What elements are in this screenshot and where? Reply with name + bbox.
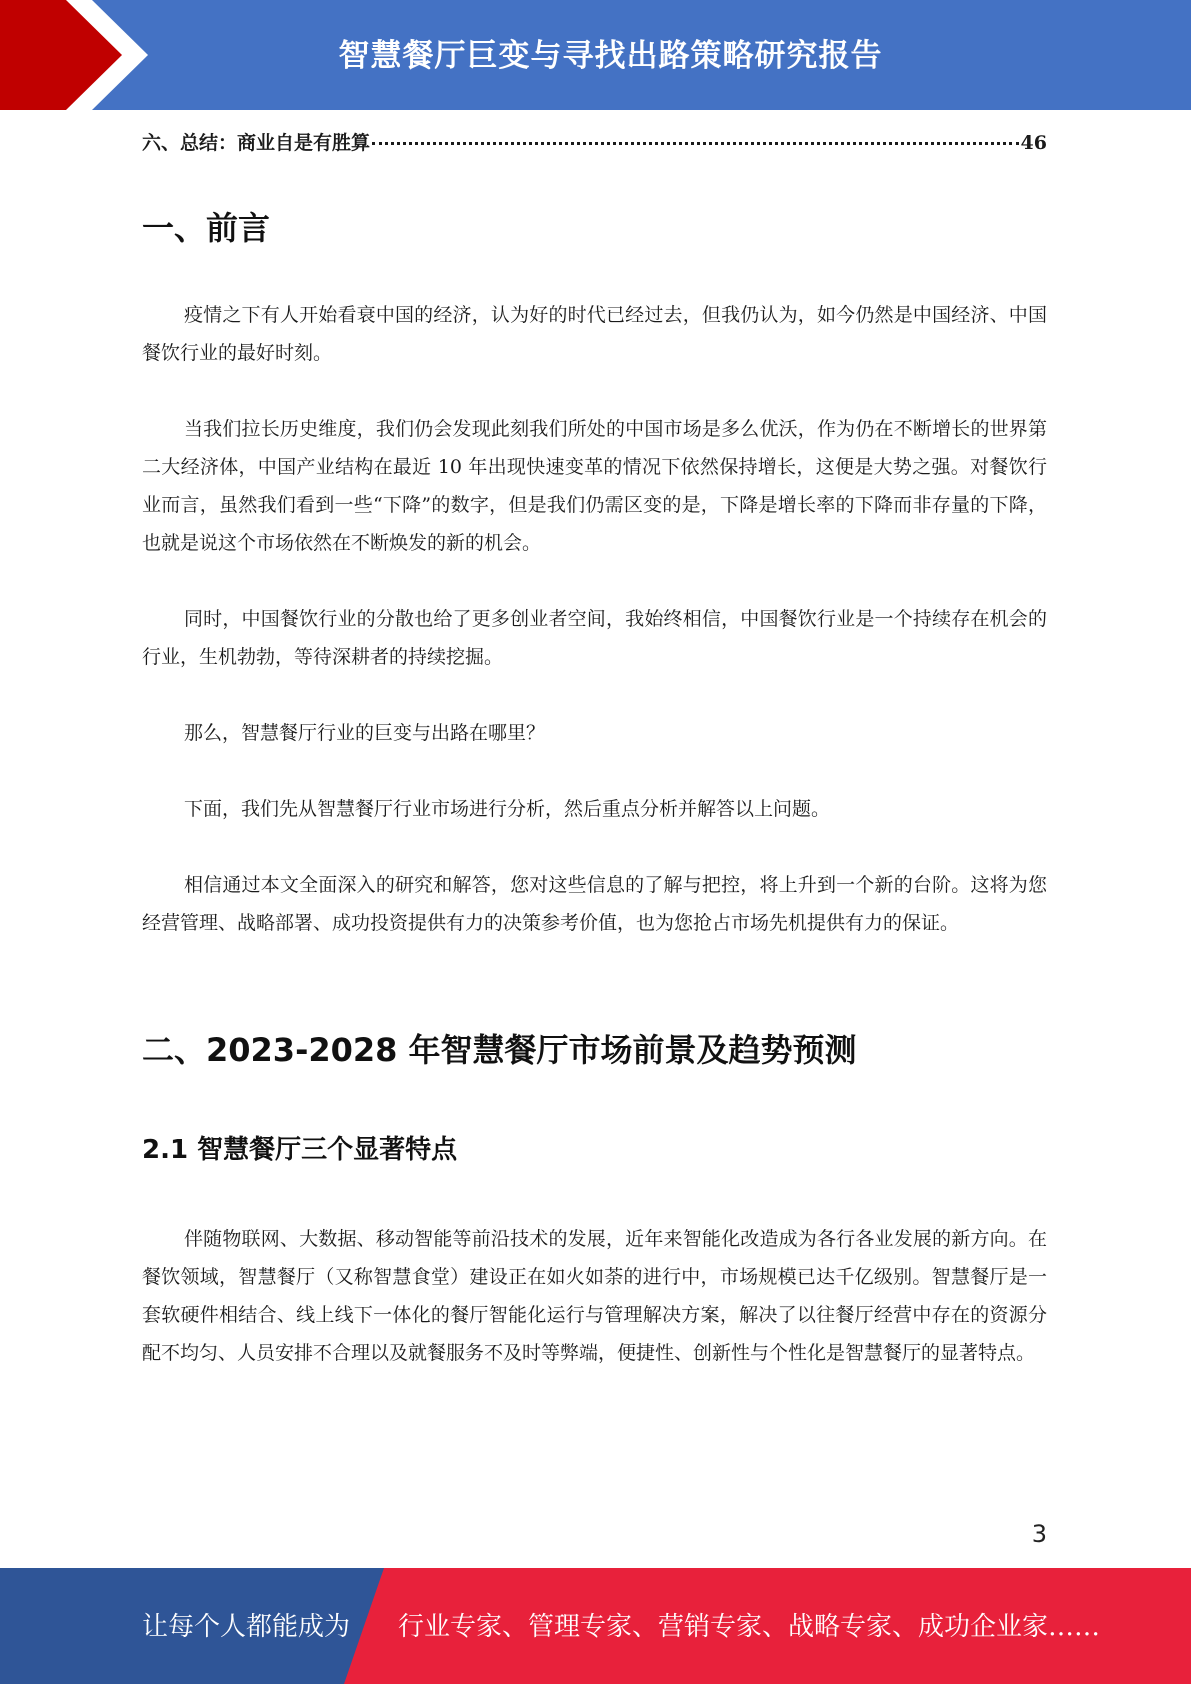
paragraph: 那么，智慧餐厅行业的巨变与出路在哪里？ — [184, 722, 546, 744]
section-heading-preface: 一、前言 — [142, 209, 271, 247]
toc-entry-page: 46 — [1020, 132, 1047, 154]
paragraph: 伴随物联网、大数据、移动智能等前沿技术的发展，近年来智能化改造成为各行各业发展的新方向。在餐饮领域，智慧餐厅（又称智慧食堂）建设正在如火如荼的进行中，市场规模已达千亿级别。智慧餐厅是一套软硬件相结合、线上线下一体化的餐厅智能化运行与管理解决方案，解决了以往餐厅经营中存在的资源分配不均匀、人员安排不合理以及就餐服务不及时等弊端，便捷性、创新性与个性化是智慧餐厅的显著特点。 — [142, 1228, 1047, 1364]
page-number: 3 — [1031, 1520, 1047, 1548]
paragraph: 同时，中国餐饮行业的分散也给了更多创业者空间，我始终相信，中国餐饮行业是一个持续存在机会的行业，生机勃勃，等待深耕者的持续挖掘。 — [142, 608, 1047, 668]
paragraph: 疫情之下有人开始看衰中国的经济，认为好的时代已经过去，但我仍认为，如今仍然是中国经济、中国餐饮行业的最好时刻。 — [142, 304, 1047, 364]
toc-entry-label: 六、总结：商业自是有胜算 — [142, 132, 371, 154]
paragraph: 下面，我们先从智慧餐厅行业市场进行分析，然后重点分析并解答以上问题。 — [184, 798, 831, 820]
toc-leader-dots — [372, 142, 1019, 145]
paragraph: 相信通过本文全面深入的研究和解答，您对这些信息的了解与把控，将上升到一个新的台阶。这将为您经营管理、战略部署、成功投资提供有力的决策参考价值，也为您抢占市场先机提供有力的保证。 — [142, 874, 1047, 934]
footer-slogan-left: 让每个人都能成为 — [142, 1612, 351, 1642]
footer-slogan-right: 行业专家、管理专家、营销专家、战略专家、成功企业家…… — [398, 1612, 1101, 1642]
header-banner — [0, 0, 1191, 110]
document-title: 智慧餐厅巨变与寻找出路策略研究报告 — [338, 38, 883, 74]
subsection-heading: 2.1 智慧餐厅三个显著特点 — [142, 1135, 458, 1165]
footer-banner — [0, 1568, 1191, 1684]
toc-entry[interactable] — [142, 128, 1047, 158]
paragraph: 当我们拉长历史维度，我们仍会发现此刻我们所处的中国市场是多么优沃，作为仍在不断增长的世界第二大经济体，中国产业结构在最近 10 年出现快速变革的情况下依然保持增长，这便是大势之强。对餐饮行业而言，虽然我们看到一些“下降”的数字，但是我们仍需区变的是，下降是增长率的下降而非存量的下降，也就是说这个市场依然在不断焕发的新的机会。 — [142, 418, 1047, 554]
section-heading-market-outlook: 二、2023-2028 年智慧餐厅市场前景及趋势预测 — [142, 1031, 857, 1069]
